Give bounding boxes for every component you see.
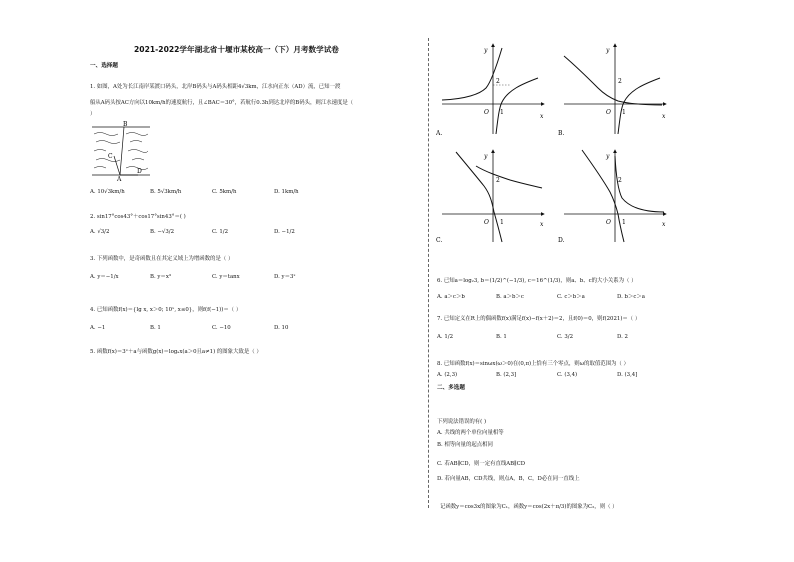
q6-option-b: B. a＞b＞c [496, 294, 524, 300]
q1-stem-line1: 1. 如图，A处为长江南岸某渡口码头，北岸B码头与A码头相距4√3km，江水向正东（AD）流，已知一渡 [90, 84, 341, 90]
q4-option-a: A. −1 [90, 325, 106, 331]
q6-option-c: C. c＞b＞a [557, 294, 585, 300]
graph-b-origin: O [606, 109, 611, 116]
q3-option-d: D. y＝3ˣ [274, 274, 296, 280]
q4-stem: 4. 已知函数f(x)＝{lg x, x＞0; 10ˣ, x≤0}，则f(f(−1))＝（ ） [90, 307, 242, 313]
q9-option-d: D. 若向量AB，CD共线，则点A，B，C，D必在同一直线上 [437, 476, 580, 482]
graph-a-one: 1 [500, 109, 504, 116]
q1-point-a: A [117, 176, 122, 182]
q6-stem: 6. 已知a＝log₂3, b＝(1/2)^(−1/3), c＝16^(1/3)，则a、b、c的大小关系为（ ） [437, 278, 637, 284]
q6-option-d: D. b＞c＞a [617, 294, 646, 300]
graph-c-two: 2 [496, 177, 500, 184]
q7-stem: 7. 已知定义在R上的偶函数f(x)满足f(x)−f(x＋2)＝2，且f(0)＝0，则f(2021)＝（ ） [437, 316, 641, 322]
q2-option-d: D. −1/2 [274, 229, 295, 235]
q9-option-b: B. 相等向量的起点相同 [437, 442, 493, 448]
graph-b-y-label: y [606, 47, 610, 54]
section-heading-choice: 一、选择题 [90, 63, 118, 69]
q1-point-d: D [137, 168, 142, 175]
q7-option-d: D. 2 [617, 334, 628, 340]
q1-option-c: C. 5km/h [212, 189, 237, 195]
graph-b-x-label: x [662, 113, 666, 120]
graph-a-x-label: x [540, 113, 544, 120]
q4-option-d: D. 10 [274, 325, 289, 331]
q7-option-b: B. 1 [496, 334, 507, 340]
q1-point-c: C [108, 153, 113, 160]
q8-stem: 8. 已知函数f(x)＝sinωx(ω＞0)在(0,π)上恰有三个零点，则ω的取值范围为（ ） [437, 361, 629, 367]
q5-graphs [436, 38, 766, 244]
graph-a [436, 44, 544, 137]
graph-a-label: A. [436, 130, 443, 137]
graph-d-y-label: y [606, 153, 610, 160]
q2-option-b: B. −√3/2 [150, 229, 175, 235]
graph-a-y-label: y [484, 47, 488, 54]
graph-d-one: 1 [622, 219, 626, 226]
graph-c-y-label: y [484, 153, 488, 160]
q7-option-c: C. 3/2 [557, 334, 574, 340]
graph-b-two: 2 [618, 78, 622, 85]
q4-option-c: C. −10 [212, 325, 231, 331]
q8-option-c: C. (3,4) [557, 372, 578, 378]
column-divider [428, 38, 429, 508]
q8-option-d: D. (3,4] [617, 372, 638, 378]
q7-option-a: A. 1/2 [437, 334, 453, 340]
q1-stem-line2: 船从A码头按AC方向以10km/h的速度航行，且∠BAC＝30°，若航行0.3h到达北岸的B码头，则江水速度是（ [90, 100, 354, 106]
q4-option-b: B. 1 [150, 325, 161, 331]
q3-option-b: B. y＝x³ [150, 274, 172, 280]
q9-stem: 下列说法错误的有( ) [437, 419, 487, 425]
graph-c-one: 1 [500, 219, 504, 226]
q1-option-d: D. 1km/h [274, 189, 299, 195]
q1-river-figure [90, 120, 152, 182]
graph-d-two: 2 [618, 177, 622, 184]
q2-option-c: C. 1/2 [212, 229, 229, 235]
q1-option-b: B. 5√3km/h [150, 189, 182, 195]
graph-c [436, 150, 544, 244]
graph-a-origin: O [484, 109, 489, 116]
graph-d-label: D. [558, 237, 565, 244]
graph-b-label: B. [558, 130, 565, 137]
graph-d-origin: O [606, 219, 611, 226]
q9-option-c: C. 若AB∥CD，则一定有直线AB∥CD [437, 461, 526, 467]
q10-stem: 记函数y＝cos3x的图象为C₁，函数y＝cos(2x＋π/3)的图象为C₂，则（ ） [440, 504, 618, 510]
graph-c-x-label: x [540, 221, 544, 228]
q3-stem: 3. 下列函数中，是奇函数且在其定义域上为增函数的是（ ） [90, 256, 234, 262]
graph-d [558, 150, 666, 244]
page-title: 2021-2022学年湖北省十堰市某校高一（下）月考数学试卷 [134, 45, 339, 54]
q2-stem: 2. sin17°cos43°＋cos17°sin43°＝( ) [90, 214, 186, 220]
q8-option-a: A. (2,3) [437, 372, 458, 378]
graph-c-origin: O [484, 219, 489, 226]
q9-option-a: A. 共线的两个单位向量相等 [437, 430, 504, 436]
graph-b [558, 44, 666, 137]
q8-option-b: B. (2,3] [496, 372, 517, 378]
q1-option-a: A. 10√3km/h [90, 189, 125, 195]
q2-option-a: A. √3/2 [90, 229, 110, 235]
q3-option-a: A. y＝−1/x [90, 274, 119, 280]
q1-point-b: B [123, 121, 128, 128]
graph-a-two: 2 [496, 78, 500, 85]
q1-stem-close: ） [90, 111, 96, 117]
q6-option-a: A. a＞c＞b [437, 294, 465, 300]
section-heading-multi: 二、多选题 [437, 385, 465, 391]
q5-stem: 5. 函数f(x)＝3ˣ＋a与函数g(x)＝logₐx(a＞0且a≠1) 的图象大致是（ ） [90, 349, 262, 355]
graph-b-one: 1 [622, 109, 626, 116]
graph-c-label: C. [436, 237, 443, 244]
q3-option-c: C. y＝tanx [212, 274, 240, 280]
graph-d-x-label: x [662, 221, 666, 228]
